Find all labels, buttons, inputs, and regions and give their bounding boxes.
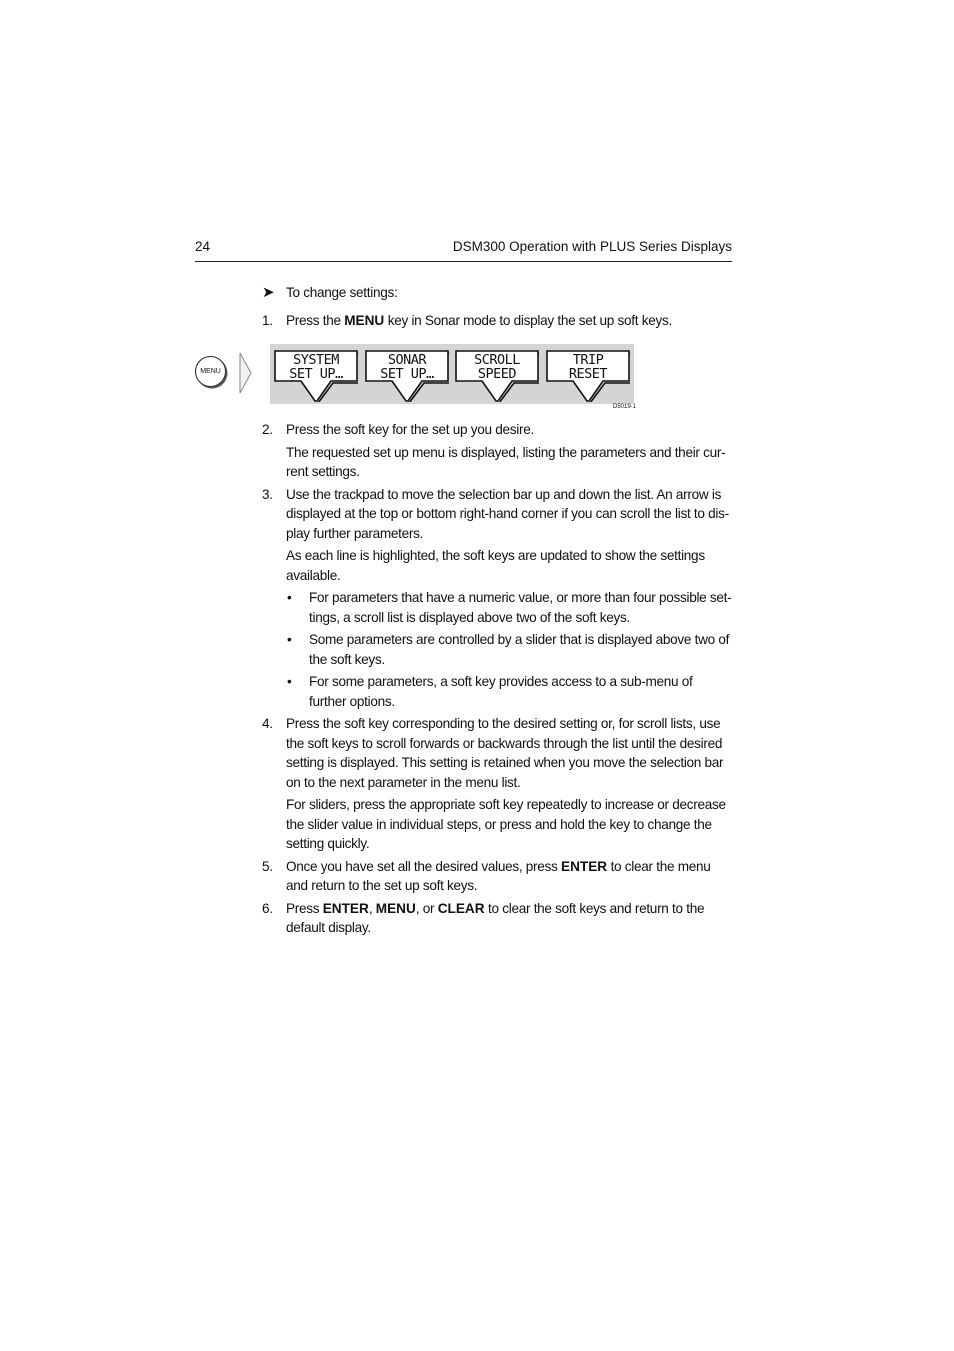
keyword-menu: MENU [344, 312, 385, 328]
bullet-text: For some parameters, a soft key provides access to a sub-menu of further options. [309, 674, 693, 709]
step-6 [262, 899, 732, 938]
bullet-text: Some parameters are controlled by a slider that is displayed above two of the soft keys. [309, 632, 730, 667]
procedure-body [262, 283, 732, 941]
step-text: Once you have set all the desired values, press [286, 858, 562, 874]
bullet-item: • Some parameters are controlled by a slider that is displayed above two of the soft keys. [287, 632, 730, 667]
step-number: 3. [262, 486, 273, 502]
soft-key-line2: SET UP… [380, 366, 434, 382]
running-title: DSM300 Operation with PLUS Series Displays [452, 239, 732, 254]
step-subtext: The requested set up menu is displayed, listing the parameters and their cur-rent settings. [286, 444, 726, 479]
step-text: Press the soft key corresponding to the desired setting or, for scroll lists, use the soft keys to scroll forwards or backwards through the list until the desired setting is displayed. This setting is retained when you move the selection bar on to the next parameter in the menu list. [286, 716, 724, 790]
step-5 [262, 857, 732, 896]
keyword-menu: MENU [375, 900, 416, 916]
step-2 [262, 420, 732, 482]
soft-key-line1: SCROLL [474, 352, 520, 368]
page-header [195, 238, 732, 262]
bullet-text: For parameters that have a numeric value, or more than four possible set-tings, a scroll list is displayed above two of the soft keys. [309, 590, 732, 625]
keyword-clear: CLEAR [437, 900, 485, 916]
step-text: Press the [286, 312, 345, 328]
step-number: 4. [262, 716, 273, 731]
soft-key-line2: RESET [568, 366, 608, 382]
step-text: , [368, 900, 376, 916]
keyword-enter: ENTER [561, 858, 608, 874]
soft-key-line2: SPEED [477, 366, 517, 382]
soft-key-line1: TRIP [572, 352, 604, 368]
step-subtext: As each line is highlighted, the soft keys are updated to show the settings available. [286, 548, 705, 583]
arrowhead-icon: ➤ [262, 284, 275, 301]
menu-key-icon [195, 356, 226, 387]
step-number: 6. [262, 900, 273, 916]
bullet-item: • For some parameters, a soft key provides access to a sub-menu of further options. [287, 674, 693, 709]
step-text: , or [415, 900, 438, 916]
step-text: to clear the menu and return to the set up soft keys. [286, 858, 711, 893]
figure-spacer [262, 333, 732, 420]
page-number: 24 [195, 239, 211, 254]
intro-text: To change settings: [286, 285, 398, 300]
soft-key-line1: SONAR [387, 352, 427, 368]
bullet-item: • For parameters that have a numeric value, or more than four possible set-tings, a scroll list is displayed above two of the soft keys. [287, 590, 732, 625]
figure-code: D5019-1 [613, 404, 637, 410]
soft-key-line2: SET UP… [289, 366, 343, 382]
chevron-right-icon [239, 352, 253, 394]
step-4 [262, 714, 732, 854]
step-text: Use the trackpad to move the selection bar up and down the list. An arrow is displayed at the top or bottom right-hand corner if you can scroll the list to dis-play further parameters. [286, 486, 729, 541]
step-number: 2. [262, 422, 273, 437]
step-text: to clear the soft keys and return to the default display. [286, 900, 705, 935]
procedure-intro [262, 283, 732, 303]
step-subtext: For sliders, press the appropriate soft key repeatedly to increase or decrease the slider value in individual steps, or press and hold the key to change the setting quickly. [286, 797, 726, 851]
menu-key-label: MENU [200, 368, 221, 375]
step-text: key in Sonar mode to display the set up soft keys. [384, 312, 672, 328]
step-number: 5. [262, 858, 273, 874]
soft-key-line1: SYSTEM [293, 352, 339, 368]
step-number: 1. [262, 312, 273, 328]
step-1 [262, 311, 732, 331]
step-text: Press [286, 900, 323, 916]
step-3 [262, 485, 732, 586]
step-text: Press the soft key for the set up you desire. [286, 422, 534, 437]
keyword-enter: ENTER [322, 900, 369, 916]
